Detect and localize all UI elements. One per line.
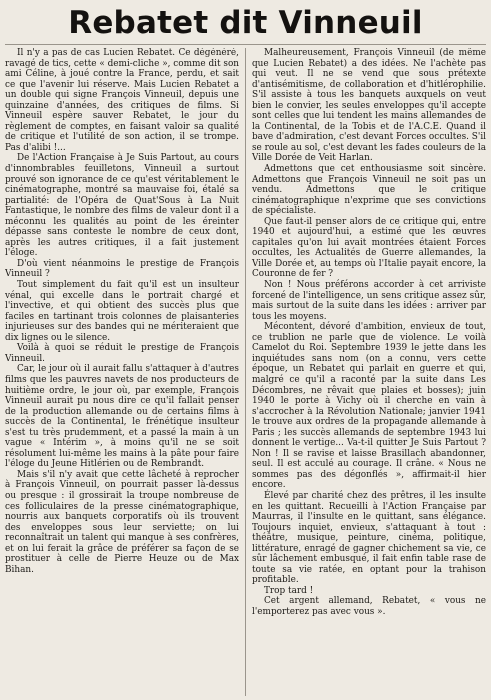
paragraph: Admettons que cet enthousiasme soit sincère. Admettons que François Vinneuil ne soit pas un vendu. Admettons que le critique cinématographique n'exprime que ses convictions de spécialiste. [252, 164, 486, 217]
paragraph: Que faut-il penser alors de ce critique qui, entre 1940 et aujourd'hui, a estimé que les œuvres capitales qu'on lui avait montrées étaient Forces occultes, les Actualités de Guerre allemandes, la Ville Dorée et, au temps où l'Italie payait encore, la Couronne de fer ? [252, 216, 486, 280]
paragraph: D'où vient néanmoins le prestige de François Vinneuil ? [5, 258, 239, 280]
paragraph: De l'Action Française à Je Suis Partout, au cours d'innombrables feuilletons, Vinneuil a surtout prouvé son ignorance de ce qu'est véritablement le cinématographe, montré sa mauvaise foi, étalé sa partialité: de l'Opéra de Quat'Sous à La Nuit Fantastique, le nombre des films de valeur dont il a méconnu les qualités au point de les éreinter dépasse sans conteste le nombre de ceux dont, après les autres critiques, il a fait justement l'éloge. [5, 153, 239, 259]
left-column [5, 48, 245, 696]
paragraph: Car, le jour où il aurait fallu s'attaquer à d'autres films que les pauvres navets de nos producteurs de huitième ordre, le jour où, par exemple, François Vinneuil aurait pu nous dire ce qu'il fallait penser de la production allemande ou de certains films à succès de la Continental, le frénétique insulteur s'est tu très prudemment, et a passé la main à un vague « Intérim », à moins qu'il ne se soit résolument lui-même les mains à la pâte pour faire l'éloge du Jeune Hitlérien ou de Rembrandt. [5, 364, 239, 470]
paragraph: Cet argent allemand, Rebatet, « vous ne l'emporterez pas avec vous ». [252, 596, 486, 617]
paragraph: Malheureusement, François Vinneuil (de même que Lucien Rebatet) a des idées. Ne l'achète pas qui veut. Il ne se vend que sous prétexte d'antisémitisme, de collaboration et d'hitlérophilie. S'il assiste à tous les banquets auxquels on veut bien le convier, les seules enveloppes qu'il accepte sont celles que lui tendent les mains allemandes de la Continental, de la Tobis et de l'A.C.E. Quand il bave d'admiration, c'est devant Forces occultes. S'il se roule au sol, c'est devant les fades couleurs de la Ville Dorée de Veit Harlan. [252, 48, 486, 164]
paragraph: Trop tard ! [264, 585, 314, 596]
paragraph: Mais s'il n'y avait que cette lâcheté à reprocher à François Vinneuil, on pourrait passer là-dessus ou presque : il grossirait la troupe nombreuse de ces folliculaires de la presse cinématographique, nourris aux banquets corporatifs où ils trouvent des enveloppes sous leur serviette; on lui reconnaîtrait un talent qui manque à ses confrères, et on lui ferait la grâce de préférer sa façon de se prostituer à celle de Pierre Heuze ou de Max Bihan. [5, 469, 239, 575]
right-column [245, 48, 486, 696]
headline: Rebatet dit Vinneuil [68, 5, 423, 41]
article-body [5, 44, 486, 696]
paragraph: Voilà à quoi se réduit le prestige de François Vinneuil. [5, 343, 239, 364]
paragraph: Non ! Nous préférons accorder à cet arriviste forcené de l'intelligence, un sens critique assez sûr, mais surtout de la suite dans les idées : arriver par tous les moyens. [252, 280, 486, 322]
paragraph: Tout simplement du fait qu'il est un insulteur vénal, qui excelle dans le portrait chargé et l'invective, et qui obtient des succès plus que faciles en tartinant trois colonnes de plaisanteries injurieuses sur des bandes qui ne mériteraient que dix lignes ou le silence. [5, 280, 239, 343]
paragraph: Il n'y a pas de cas Lucien Rebatet. Ce dégénéré, ravagé de tics, cette « demi-cliche », comme dit son ami Céline, à joué contre la France, perdu, et sait ce que l'avenir lui réserve. Mais Lucien Rebatet a un double qui signe François Vinneuil, depuis une quinzaine d'années, des critiques de films. Si Vinneuil espère sauver Rebatet, le jour du règlement de comptes, en faisant valoir sa qualité de critique et l'utilité de son action, il se trompe. Pas d'alibi !... [5, 48, 240, 153]
paragraph: Mécontent, dévoré d'ambition, envieux de tout, ce trublion ne parle que de violence. Le voilà Camelot du Roi. Septembre 1939 le jette dans les inquiétudes sans nom (on a connu, vers cette époque, un Rebatet qui parlait en guerre et qui, malgré ce qu'il a raconté par la suite dans Les Décombres, ne rêvait que plaies et bosses); juin 1940 le porte à Vichy où il cherche en vain à s'accrocher à la Révolution Nationale; janvier 1941 le trouve aux ordres de la propagande allemande à Paris ; les succès allemands de septembre 1943 lui donnent le vertige... Va-t-il quitter Je Suis Partout ? Non ! Il se ravise et laisse Brasillach abandonner, seul. Il est acculé au courage. Il crâne. « Nous ne sommes pas des dégonflés », affirmait-il hier encore. [252, 322, 486, 491]
paragraph: Élevé par charité chez des prêtres, il les insulte en les quittant. Recueilli à l'Action Française par Maurras, il l'insulte en le quittant, sans élégance. Toujours inquiet, envieux, s'attaquant à tout : théâtre, musique, peinture, cinéma, politique, littérature, enragé de gagner chichement sa vie, ce sûr lâchement embusqué, il fait enfin table rase de toute sa vie ratée, en optant pour la trahison profitable. [252, 490, 486, 586]
